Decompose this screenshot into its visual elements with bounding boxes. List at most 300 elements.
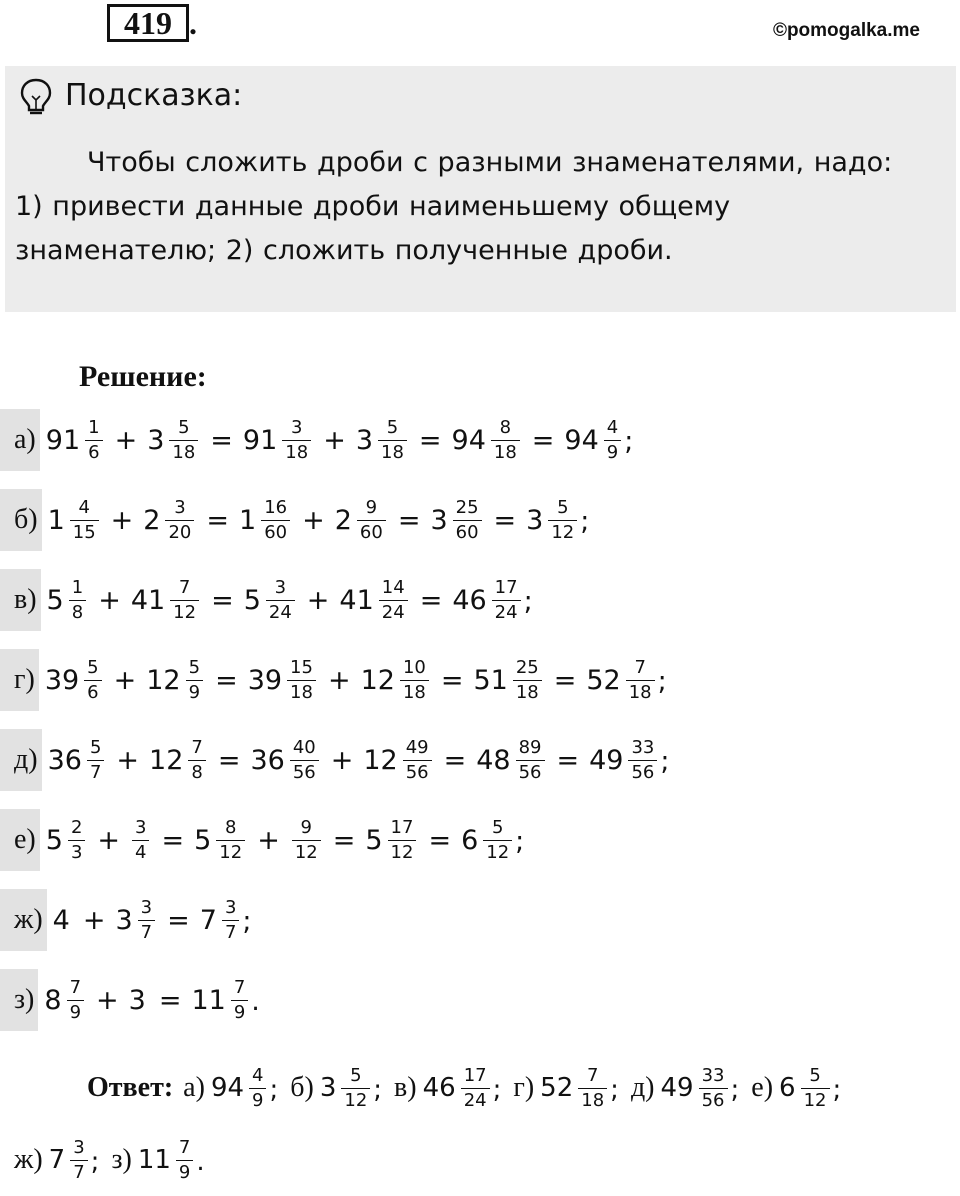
whole-part: 48 [476,744,511,776]
answer-item-label: а) [183,1072,205,1103]
punctuation: ; [523,585,533,617]
operator: + [323,424,346,456]
whole-part: 6 [779,1073,796,1103]
fraction [492,578,521,623]
fraction-denominator: 9 [176,1160,193,1183]
whole-part: 3 [355,424,373,456]
operator: = [161,824,185,856]
punctuation: . [196,1146,205,1177]
whole-part: 3 [147,424,165,456]
fraction-numerator: 14 [381,576,405,598]
fraction [461,1066,490,1111]
operator: = [419,584,443,616]
whole-part: 51 [473,664,508,696]
whole-part: 1 [47,504,65,536]
fraction-numerator: 8 [225,816,237,838]
fraction [604,418,621,463]
fraction-denominator: 18 [287,680,316,703]
operator: + [327,664,351,696]
whole-part: 12 [149,744,184,776]
item-label: ж) [0,889,47,951]
operator: = [215,664,238,696]
punctuation: ; [373,1074,383,1105]
fraction-numerator: 7 [634,656,646,678]
whole-part: 3 [430,504,448,536]
fraction-denominator: 9 [231,1000,248,1023]
fraction-numerator: 3 [135,816,147,838]
answer-block [0,1052,955,1196]
solution-row [0,402,633,478]
answer-item [290,1066,382,1111]
operator: = [531,424,555,456]
fraction [483,818,512,863]
fraction-numerator: 1 [88,416,100,438]
punctuation: ; [624,425,634,457]
answer-item-label: д) [630,1072,655,1103]
fraction [249,1066,266,1111]
item-label: е) [0,809,40,871]
fraction [378,418,407,463]
fraction-denominator: 20 [165,520,194,543]
operator: = [206,504,230,536]
fraction [170,578,199,623]
fraction [231,978,248,1023]
operator: + [98,584,121,616]
operator: + [330,744,354,776]
punctuation: ; [269,1074,279,1105]
fraction-denominator: 18 [578,1088,607,1111]
fraction-numerator: 5 [87,656,99,678]
fraction-numerator: 16 [264,496,288,518]
punctuation: ; [90,1146,100,1177]
fraction [165,498,194,543]
fraction-numerator: 5 [557,496,569,518]
fraction-numerator: 33 [701,1064,725,1086]
whole-part: 8 [44,984,62,1016]
fraction [216,818,245,863]
whole-part: 3 [526,504,544,536]
fraction-denominator: 60 [357,520,386,543]
fraction-denominator: 7 [138,920,155,943]
fraction-numerator: 7 [191,736,203,758]
fraction [69,578,86,623]
hint-line: 1) привести данные дроби наименьшему общему [15,191,731,222]
answer-item [14,1138,99,1183]
answer-item-label: з) [111,1144,132,1175]
hint-title: Подсказка: [65,78,243,113]
fraction-denominator: 24 [492,600,521,623]
punctuation: ; [242,905,252,937]
operator: + [306,584,330,616]
whole-part: 7 [48,1145,66,1175]
fraction-denominator: 24 [379,600,408,623]
operator: = [397,504,421,536]
fraction [341,1066,370,1111]
operator: + [302,504,325,536]
item-label: г) [0,649,39,711]
whole-part: 46 [452,584,487,616]
fraction [357,498,386,543]
whole-part: 2 [143,504,161,536]
whole-part: 7 [199,904,217,936]
solution-title: Решение: [79,360,207,393]
answer-value [49,1138,100,1183]
fraction-numerator: 4 [78,496,90,518]
operator: + [96,984,119,1016]
operator: = [210,424,233,456]
fraction [801,1066,830,1111]
fraction-numerator: 3 [224,896,237,918]
hint-box [5,66,956,312]
whole-part: 46 [422,1073,456,1103]
fraction-denominator: 9 [186,680,203,703]
fraction-numerator: 89 [518,736,542,758]
fraction [403,738,432,783]
item-label: в) [0,569,41,631]
solution-row [0,802,524,878]
fraction [169,418,198,463]
fraction-denominator: 15 [70,520,99,543]
fraction [87,738,104,783]
whole-part: 3 [115,904,133,936]
whole-part: 5 [45,824,63,856]
operator: = [167,904,190,936]
operator: + [82,904,106,936]
fraction-denominator: 6 [85,440,102,463]
item-label: д) [0,729,42,791]
answer-item [751,1066,841,1111]
fraction-denominator: 12 [170,600,199,623]
fraction-numerator: 5 [89,736,102,758]
fraction-denominator: 18 [282,440,311,463]
fraction-numerator: 17 [494,576,518,598]
operator: + [97,824,121,856]
fraction [513,658,542,703]
answer-item [111,1138,204,1183]
fraction-denominator: 12 [801,1088,830,1111]
fraction-numerator: 7 [178,1136,191,1158]
fraction-denominator: 56 [516,760,545,783]
fraction [67,978,84,1023]
fraction-denominator: 24 [461,1088,490,1111]
fraction-numerator: 7 [586,1064,599,1086]
fraction-numerator: 3 [73,1136,85,1158]
solution-row [0,962,260,1038]
fraction [70,498,99,543]
fraction [400,658,429,703]
fraction-numerator: 5 [188,656,201,678]
fraction-denominator: 60 [261,520,290,543]
operator: = [158,984,182,1016]
answer-item-label: б) [290,1072,314,1103]
fraction-denominator: 56 [699,1088,728,1111]
fraction-numerator: 40 [292,736,316,758]
whole-part: 94 [451,424,486,456]
answer-item [631,1066,739,1111]
fraction-numerator: 3 [174,496,186,518]
fraction [282,418,311,463]
answer-value [138,1138,205,1183]
answer-value [320,1066,382,1111]
answer-line [0,1052,955,1124]
fraction [132,818,149,863]
whole-part: 41 [339,584,374,616]
whole-part: 91 [45,424,81,456]
whole-part: 49 [660,1073,694,1103]
answer-line [0,1124,955,1196]
operator: = [332,824,356,856]
fraction [266,578,295,623]
fraction [548,498,577,543]
fraction-denominator: 12 [292,840,321,863]
solution-row [0,482,589,558]
fraction-denominator: 9 [67,1000,84,1023]
fraction [290,738,319,783]
fraction [138,898,155,943]
fraction [70,1138,87,1183]
solution-row [0,882,252,958]
operator: + [114,424,138,456]
punctuation: ; [492,1074,502,1105]
whole-part: 5 [365,824,383,856]
punctuation: ; [660,745,670,777]
answer-value [211,1066,278,1111]
operator: + [110,504,134,536]
problem-number-dot: . [189,5,197,41]
expression [48,498,590,543]
operator: = [493,504,517,536]
operator: = [418,424,442,456]
operator: = [428,824,452,856]
fraction-numerator: 7 [233,976,246,998]
fraction-denominator: 8 [69,600,86,623]
fraction-denominator: 18 [513,680,542,703]
whole-part: 1 [239,504,257,536]
answer-value [779,1066,841,1111]
punctuation: ; [832,1074,842,1105]
expression [47,578,533,623]
expression [45,658,667,703]
solution-row [0,722,670,798]
fraction [292,818,321,863]
answer-label: Ответ: [87,1072,174,1103]
watermark: ©pomogalka.me [772,20,920,41]
fraction-denominator: 12 [483,840,512,863]
punctuation: ; [580,505,590,537]
whole-part: 39 [44,664,80,696]
whole-part: 94 [210,1073,245,1103]
solution-row [0,562,533,638]
fraction-numerator: 17 [463,1064,487,1086]
whole-part: 12 [146,664,181,696]
expression [46,418,634,463]
fraction [186,658,203,703]
fraction-denominator: 18 [491,440,520,463]
hint-line: Чтобы сложить дроби с разными знаменателями, надо: [87,147,893,178]
whole-part: 36 [250,744,285,776]
fraction-denominator: 56 [290,760,319,783]
fraction [85,418,102,463]
fraction-numerator: 5 [386,416,399,438]
operator: + [113,664,137,696]
whole-part: 5 [194,824,212,856]
whole-part: 2 [334,504,352,536]
operator: = [217,744,241,776]
answer-item [394,1066,501,1111]
answer-item-label: ж) [14,1144,43,1175]
fraction-denominator: 24 [266,600,295,623]
fraction-denominator: 8 [188,760,205,783]
fraction-denominator: 60 [453,520,482,543]
fraction-numerator: 5 [491,816,504,838]
fraction-denominator: 6 [84,680,101,703]
whole-part: 11 [137,1145,171,1175]
fraction-numerator: 17 [390,816,414,838]
fraction-numerator: 4 [606,416,619,438]
fraction [287,658,316,703]
fraction-numerator: 2 [70,816,83,838]
punctuation: . [251,985,260,1017]
fraction [388,818,417,863]
punctuation: ; [515,825,525,857]
fraction [628,738,657,783]
fraction-denominator: 3 [68,840,85,863]
fraction-numerator: 9 [365,496,378,518]
fraction-denominator: 12 [548,520,577,543]
item-label: б) [0,489,42,551]
expression [44,978,259,1023]
expression [53,898,252,943]
fraction [188,738,205,783]
fraction-numerator: 5 [350,1064,362,1086]
fraction-denominator: 7 [87,760,104,783]
answer-item [183,1066,278,1111]
punctuation: ; [657,665,667,697]
fraction-numerator: 3 [291,416,303,438]
answer-value [540,1066,619,1111]
operator: + [257,824,280,856]
fraction-denominator: 18 [378,440,407,463]
fraction [453,498,482,543]
operator: = [211,584,234,616]
fraction [379,578,408,623]
fraction [261,498,290,543]
fraction-numerator: 4 [252,1064,264,1086]
item-label: а) [0,409,40,471]
fraction-denominator: 12 [388,840,417,863]
fraction [84,658,101,703]
answer-value [423,1066,502,1111]
fraction-denominator: 9 [249,1088,266,1111]
answer-item-label: г) [513,1072,535,1103]
fraction-numerator: 1 [71,576,84,598]
item-label: з) [0,969,38,1031]
fraction-numerator: 25 [455,496,479,518]
fraction-denominator: 18 [169,440,198,463]
fraction [222,898,239,943]
whole-part: 3 [319,1073,337,1103]
fraction [68,818,85,863]
problem-number: 419 [107,4,189,42]
fraction [626,658,655,703]
whole-part: 5 [243,584,261,616]
fraction-denominator: 7 [222,920,239,943]
fraction-numerator: 15 [290,656,313,678]
whole-part: 41 [130,584,166,616]
lightbulb-icon [19,78,53,116]
punctuation: ; [730,1074,740,1105]
whole-part: 52 [586,664,621,696]
fraction-denominator: 7 [70,1160,87,1183]
whole-part: 52 [540,1073,574,1103]
fraction [491,418,520,463]
answer-item-label: в) [394,1072,417,1103]
operator: = [440,664,464,696]
fraction-denominator: 18 [626,680,655,703]
whole-part: 5 [46,584,64,616]
fraction-numerator: 33 [631,736,655,758]
fraction-numerator: 8 [499,416,512,438]
hint-line: знаменателю; 2) сложить полученные дроби. [15,235,673,266]
whole-part: 39 [247,664,283,696]
fraction-numerator: 7 [69,976,82,998]
fraction-numerator: 10 [402,656,426,678]
fraction-numerator: 49 [405,736,429,758]
fraction-numerator: 9 [300,816,312,838]
whole-part: 11 [191,984,226,1016]
fraction-denominator: 9 [604,440,621,463]
hint-text [15,141,950,273]
whole-part: 49 [589,744,624,776]
whole-part: 36 [47,744,82,776]
whole-part: 12 [360,664,395,696]
fraction-numerator: 3 [140,896,153,918]
fraction-denominator: 4 [132,840,149,863]
whole-part: 94 [564,424,599,456]
fraction-numerator: 5 [178,416,190,438]
expression [48,738,670,783]
fraction-denominator: 12 [341,1088,370,1111]
fraction [516,738,545,783]
answer-value [661,1066,740,1111]
fraction-numerator: 5 [809,1064,821,1086]
fraction [578,1066,607,1111]
whole-part: 91 [242,424,278,456]
fraction [176,1138,193,1183]
fraction [699,1066,728,1111]
answer-item-label: е) [751,1072,774,1103]
operator: = [553,664,577,696]
operator: = [556,744,580,776]
number: 3 [128,984,146,1016]
whole-part: 6 [461,824,479,856]
fraction-numerator: 25 [515,656,539,678]
fraction-denominator: 12 [216,840,245,863]
solution-row [0,642,667,718]
fraction-numerator: 7 [178,576,191,598]
operator: + [116,744,140,776]
number: 4 [52,904,70,936]
whole-part: 12 [363,744,398,776]
punctuation: ; [610,1074,619,1105]
fraction-denominator: 18 [400,680,429,703]
fraction-denominator: 56 [628,760,657,783]
fraction-denominator: 56 [403,760,432,783]
operator: = [443,744,467,776]
answer-item [513,1066,619,1111]
expression [46,818,525,863]
fraction-numerator: 3 [274,576,287,598]
